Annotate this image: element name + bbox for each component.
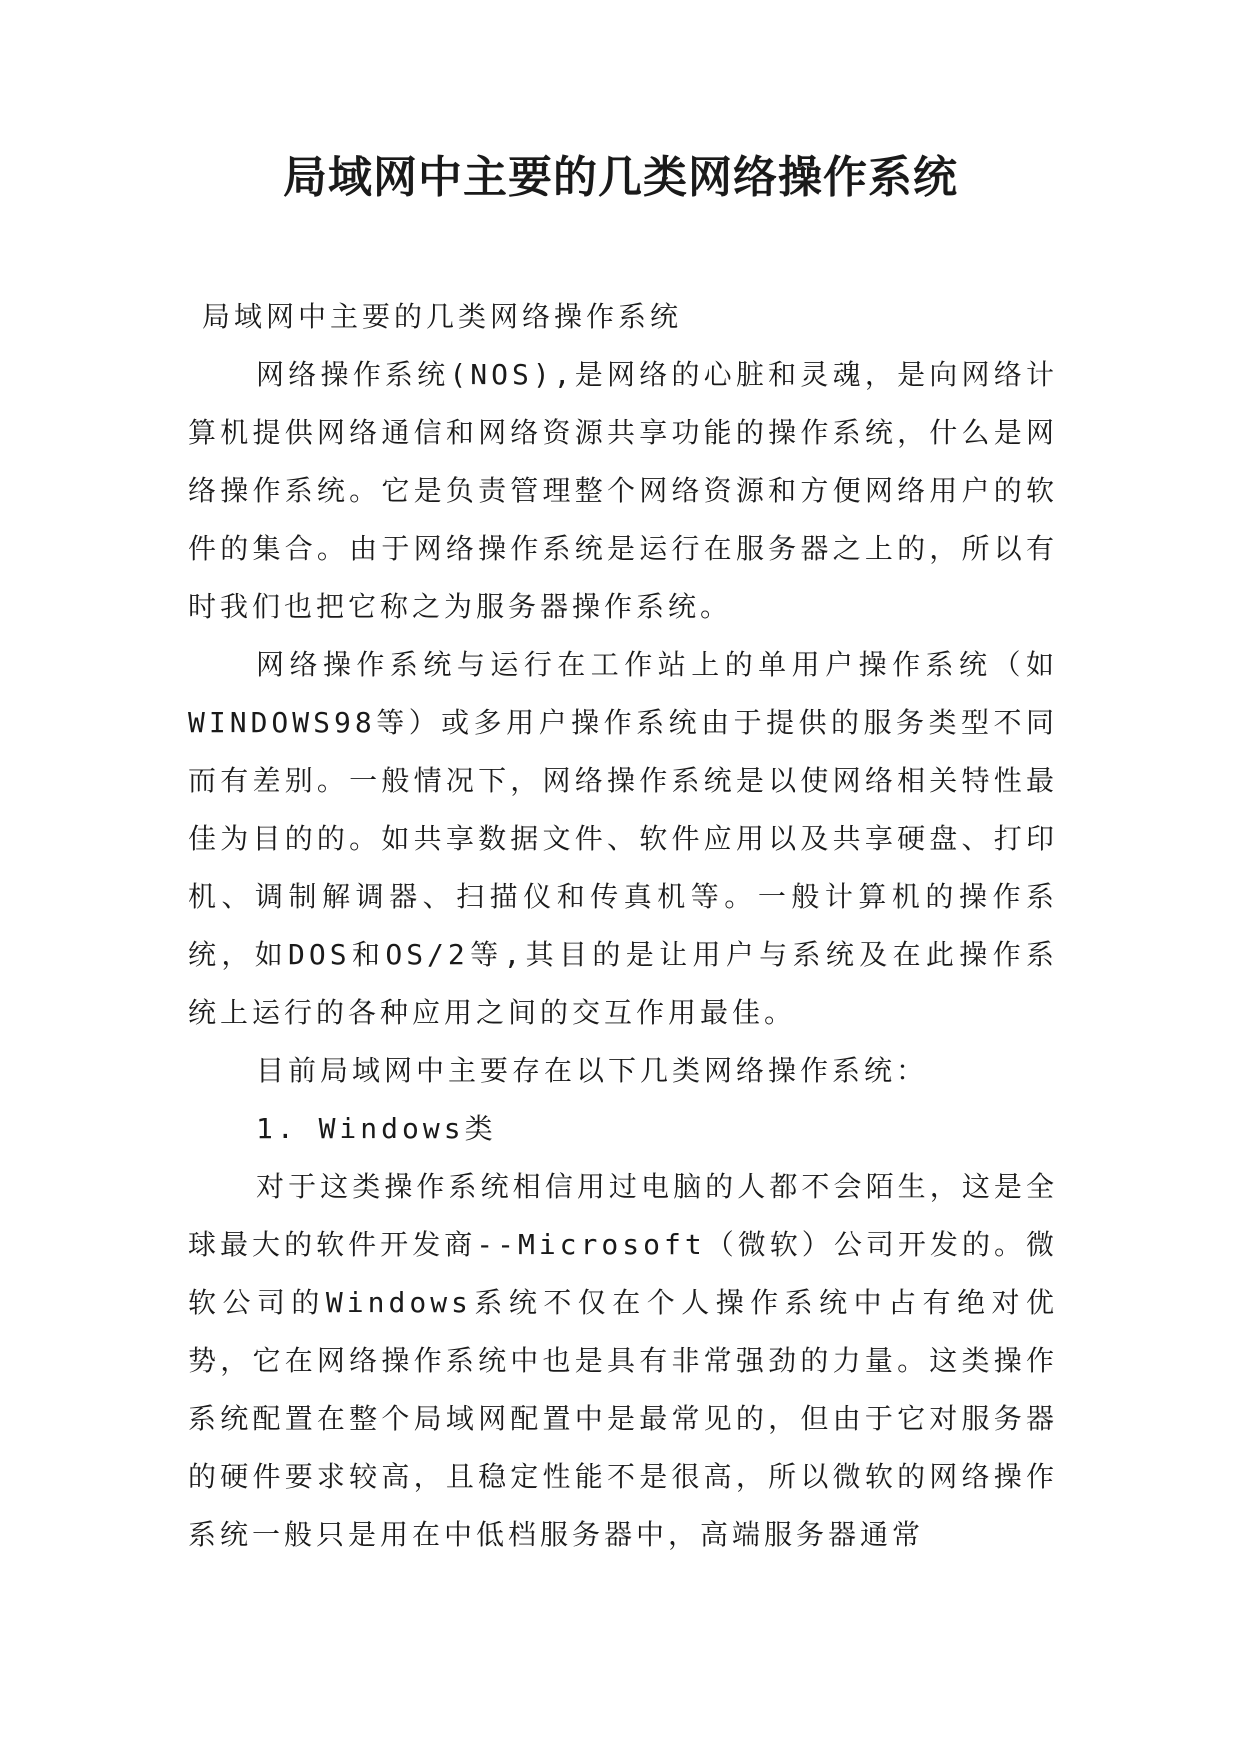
paragraph-nos-intro: 网络操作系统(NOS),是网络的心脏和灵魂，是向网络计算机提供网络通信和网络资源共享功能的操作系统，什么是网络操作系统。它是负责管理整个网络资源和方便网络用户的软件的集合。由于网络操作系统是运行在服务器之上的，所以有时我们也把它称之为服务器操作系统。 bbox=[188, 358, 1058, 623]
section-heading-windows: 1. Windows类 bbox=[256, 1112, 497, 1145]
paragraph-nos-difference: 网络操作系统与运行在工作站上的单用户操作系统（如WINDOWS98等）或多用户操作系统由于提供的服务类型不同而有差别。一般情况下，网络操作系统是以使网络相关特性最佳为目的的。如共享数据文件、软件应用以及共享硬盘、打印机、调制解调器、扫描仪和传真机等。一般计算机的操作系统，如DOS和OS/2等,其目的是让用户与系统及在此操作系统上运行的各种应用之间的交互作用最佳。 bbox=[188, 648, 1058, 1029]
document-body bbox=[188, 288, 1058, 1564]
paragraph-types-intro: 目前局域网中主要存在以下几类网络操作系统： bbox=[256, 1054, 929, 1087]
subtitle-paragraph: 局域网中主要的几类网络操作系统 bbox=[202, 300, 683, 333]
paragraph-windows: 对于这类操作系统相信用过电脑的人都不会陌生，这是全球最大的软件开发商--Microsoft（微软）公司开发的。微软公司的Windows系统不仅在个人操作系统中占有绝对优势，它在网络操作系统中也是具有非常强劲的力量。这类操作系统配置在整个局域网配置中是最常见的，但由于它对服务器的硬件要求较高，且稳定性能不是很高，所以微软的网络操作系统一般只是用在中低档服务器中，高端服务器通常 bbox=[188, 1170, 1058, 1551]
document-title: 局域网中主要的几类网络操作系统 bbox=[283, 152, 958, 203]
